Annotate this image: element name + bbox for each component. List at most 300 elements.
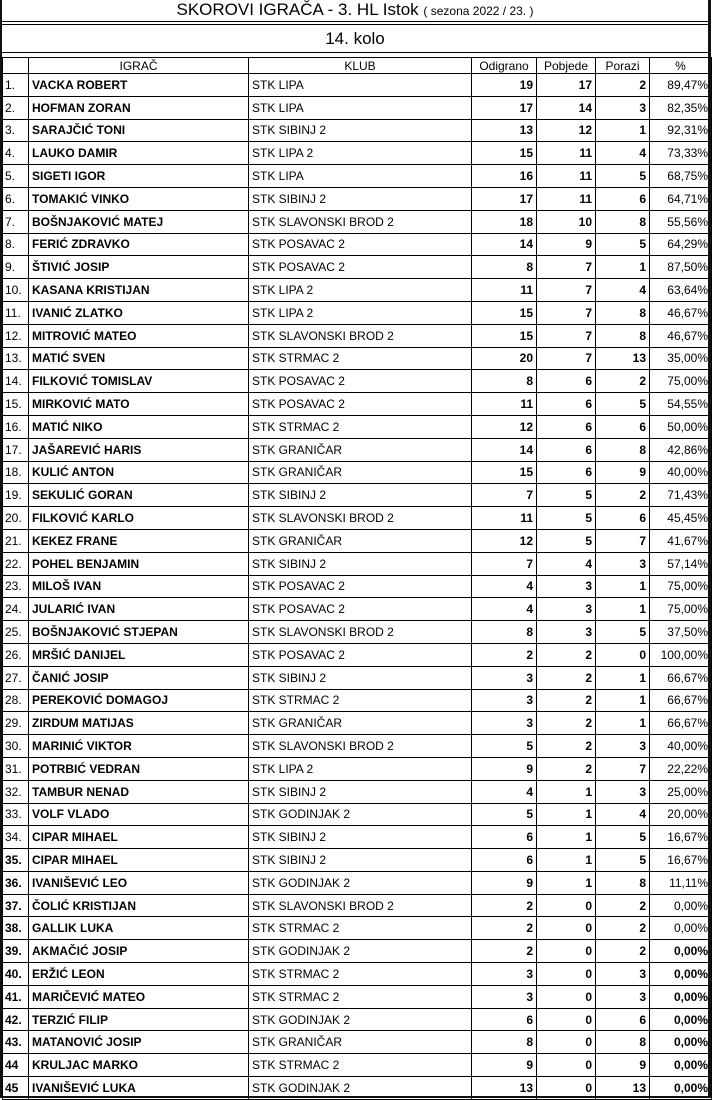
player-name-cell: BOŠNJAKOVIĆ MATEJ (29, 210, 249, 233)
played-cell: 9 (472, 1054, 537, 1077)
played-cell: 15 (472, 324, 537, 347)
pct-cell: 0,00% (650, 1077, 712, 1100)
player-name-cell: ČOLIĆ KRISTIJAN (29, 894, 249, 917)
club-cell: STK STRMAC 2 (249, 689, 472, 712)
losses-cell: 3 (596, 735, 650, 758)
club-cell: STK LIPA (249, 165, 472, 188)
pct-cell: 0,00% (650, 1031, 712, 1054)
player-name-cell: TOMAKIĆ VINKO (29, 187, 249, 210)
losses-cell: 4 (596, 803, 650, 826)
played-cell: 15 (472, 301, 537, 324)
club-cell: STK STRMAC 2 (249, 985, 472, 1008)
club-cell: STK GRANIČAR (249, 1031, 472, 1054)
wins-cell: 9 (537, 233, 596, 256)
played-cell: 6 (472, 1008, 537, 1031)
losses-cell: 8 (596, 301, 650, 324)
table-row (3, 142, 712, 165)
rank-cell: 2. (3, 96, 29, 119)
pct-cell: 11,11% (650, 871, 712, 894)
rank-cell: 8. (3, 233, 29, 256)
losses-cell: 13 (596, 1077, 650, 1100)
pct-cell: 89,47% (650, 74, 712, 97)
player-name-cell: FILKOVIĆ KARLO (29, 507, 249, 530)
losses-cell: 5 (596, 849, 650, 872)
wins-cell: 6 (537, 393, 596, 416)
played-cell: 16 (472, 165, 537, 188)
wins-cell: 5 (537, 507, 596, 530)
player-name-cell: VACKA ROBERT (29, 74, 249, 97)
wins-cell: 0 (537, 894, 596, 917)
losses-cell: 3 (596, 963, 650, 986)
col-header-wins: Pobjede (537, 58, 596, 74)
wins-cell: 1 (537, 803, 596, 826)
losses-cell: 3 (596, 552, 650, 575)
losses-cell: 2 (596, 370, 650, 393)
club-cell: STK STRMAC 2 (249, 415, 472, 438)
club-cell: STK GODINJAK 2 (249, 940, 472, 963)
played-cell: 14 (472, 233, 537, 256)
club-cell: STK SIBINJ 2 (249, 666, 472, 689)
table-row (3, 598, 712, 621)
table-row (3, 849, 712, 872)
pct-cell: 0,00% (650, 1054, 712, 1077)
club-cell: STK STRMAC 2 (249, 917, 472, 940)
wins-cell: 0 (537, 963, 596, 986)
wins-cell: 2 (537, 712, 596, 735)
wins-cell: 2 (537, 689, 596, 712)
pct-cell: 0,00% (650, 917, 712, 940)
table-row (3, 484, 712, 507)
wins-cell: 3 (537, 575, 596, 598)
pct-cell: 45,45% (650, 507, 712, 530)
losses-cell: 8 (596, 324, 650, 347)
wins-cell: 0 (537, 1031, 596, 1054)
player-name-cell: MIRKOVIĆ MATO (29, 393, 249, 416)
played-cell: 7 (472, 484, 537, 507)
wins-cell: 0 (537, 1077, 596, 1100)
losses-cell: 8 (596, 438, 650, 461)
table-row (3, 370, 712, 393)
rank-cell: 28. (3, 689, 29, 712)
club-cell: STK GODINJAK 2 (249, 803, 472, 826)
club-cell: STK POSAVAC 2 (249, 256, 472, 279)
losses-cell: 1 (596, 666, 650, 689)
player-name-cell: FILKOVIĆ TOMISLAV (29, 370, 249, 393)
pct-cell: 0,00% (650, 894, 712, 917)
wins-cell: 7 (537, 347, 596, 370)
played-cell: 13 (472, 1077, 537, 1100)
table-row (3, 621, 712, 644)
table-row (3, 757, 712, 780)
table-row (3, 233, 712, 256)
pct-cell: 100,00% (650, 643, 712, 666)
played-cell: 11 (472, 393, 537, 416)
losses-cell: 4 (596, 279, 650, 302)
wins-cell: 12 (537, 119, 596, 142)
player-name-cell: HOFMAN ZORAN (29, 96, 249, 119)
table-row (3, 210, 712, 233)
pct-cell: 46,67% (650, 301, 712, 324)
rank-cell: 20. (3, 507, 29, 530)
played-cell: 8 (472, 1031, 537, 1054)
pct-cell: 0,00% (650, 940, 712, 963)
rank-cell: 41. (3, 985, 29, 1008)
played-cell: 9 (472, 871, 537, 894)
rank-cell: 23. (3, 575, 29, 598)
club-cell: STK STRMAC 2 (249, 963, 472, 986)
played-cell: 2 (472, 940, 537, 963)
title-text: SKOROVI IGRAČA - 3. HL Istok (176, 0, 419, 19)
rank-cell: 27. (3, 666, 29, 689)
pct-cell: 42,86% (650, 438, 712, 461)
losses-cell: 5 (596, 621, 650, 644)
played-cell: 6 (472, 849, 537, 872)
played-cell: 5 (472, 803, 537, 826)
pct-cell: 40,00% (650, 461, 712, 484)
rank-cell: 12. (3, 324, 29, 347)
club-cell: STK GODINJAK 2 (249, 1008, 472, 1031)
wins-cell: 11 (537, 187, 596, 210)
played-cell: 18 (472, 210, 537, 233)
pct-cell: 75,00% (650, 575, 712, 598)
club-cell: STK GRANIČAR (249, 438, 472, 461)
losses-cell: 6 (596, 507, 650, 530)
player-name-cell: VOLF VLADO (29, 803, 249, 826)
wins-cell: 11 (537, 165, 596, 188)
table-row (3, 507, 712, 530)
losses-cell: 2 (596, 484, 650, 507)
wins-cell: 0 (537, 1008, 596, 1031)
club-cell: STK GRANIČAR (249, 461, 472, 484)
club-cell: STK SLAVONSKI BROD 2 (249, 210, 472, 233)
club-cell: STK POSAVAC 2 (249, 643, 472, 666)
rank-cell: 37. (3, 894, 29, 917)
club-cell: STK POSAVAC 2 (249, 575, 472, 598)
table-row (3, 712, 712, 735)
played-cell: 5 (472, 735, 537, 758)
table-row (3, 735, 712, 758)
club-cell: STK POSAVAC 2 (249, 598, 472, 621)
pct-cell: 66,67% (650, 666, 712, 689)
pct-cell: 73,33% (650, 142, 712, 165)
table-row (3, 643, 712, 666)
player-name-cell: MATIĆ SVEN (29, 347, 249, 370)
losses-cell: 5 (596, 826, 650, 849)
losses-cell: 5 (596, 233, 650, 256)
rank-cell: 43. (3, 1031, 29, 1054)
losses-cell: 7 (596, 529, 650, 552)
player-name-cell: KASANA KRISTIJAN (29, 279, 249, 302)
club-cell: STK POSAVAC 2 (249, 370, 472, 393)
played-cell: 3 (472, 689, 537, 712)
pct-cell: 71,43% (650, 484, 712, 507)
played-cell: 3 (472, 666, 537, 689)
club-cell: STK LIPA 2 (249, 757, 472, 780)
rank-cell: 26. (3, 643, 29, 666)
pct-cell: 55,56% (650, 210, 712, 233)
played-cell: 19 (472, 74, 537, 97)
player-name-cell: KEKEZ FRANE (29, 529, 249, 552)
losses-cell: 4 (596, 142, 650, 165)
club-cell: STK SIBINJ 2 (249, 119, 472, 142)
pct-cell: 20,00% (650, 803, 712, 826)
losses-cell: 6 (596, 1008, 650, 1031)
losses-cell: 2 (596, 940, 650, 963)
table-row (3, 575, 712, 598)
played-cell: 3 (472, 963, 537, 986)
pct-cell: 25,00% (650, 780, 712, 803)
club-cell: STK SIBINJ 2 (249, 826, 472, 849)
season-text: ( sezona 2022 / 23. ) (423, 4, 534, 18)
losses-cell: 3 (596, 96, 650, 119)
pct-cell: 82,35% (650, 96, 712, 119)
rank-cell: 14. (3, 370, 29, 393)
player-name-cell: ŠTIVIĆ JOSIP (29, 256, 249, 279)
table-row (3, 393, 712, 416)
table-row (3, 917, 712, 940)
club-cell: STK SLAVONSKI BROD 2 (249, 894, 472, 917)
wins-cell: 6 (537, 438, 596, 461)
club-cell: STK SLAVONSKI BROD 2 (249, 735, 472, 758)
wins-cell: 4 (537, 552, 596, 575)
club-cell: STK SIBINJ 2 (249, 780, 472, 803)
losses-cell: 3 (596, 985, 650, 1008)
player-name-cell: IVANIŠEVIĆ LUKA (29, 1077, 249, 1100)
table-row (3, 552, 712, 575)
col-header-rank (3, 58, 29, 74)
wins-cell: 2 (537, 643, 596, 666)
club-cell: STK POSAVAC 2 (249, 393, 472, 416)
played-cell: 15 (472, 461, 537, 484)
pct-cell: 46,67% (650, 324, 712, 347)
table-row (3, 689, 712, 712)
club-cell: STK GODINJAK 2 (249, 871, 472, 894)
wins-cell: 2 (537, 757, 596, 780)
club-cell: STK SIBINJ 2 (249, 484, 472, 507)
club-cell: STK STRMAC 2 (249, 347, 472, 370)
rank-cell: 45 (3, 1077, 29, 1100)
player-name-cell: KULIĆ ANTON (29, 461, 249, 484)
played-cell: 4 (472, 575, 537, 598)
table-row (3, 187, 712, 210)
club-cell: STK LIPA 2 (249, 142, 472, 165)
club-cell: STK GRANIČAR (249, 529, 472, 552)
table-row (3, 301, 712, 324)
player-name-cell: CIPAR MIHAEL (29, 826, 249, 849)
player-name-cell: ZIRDUM MATIJAS (29, 712, 249, 735)
player-name-cell: MILOŠ IVAN (29, 575, 249, 598)
player-name-cell: SARAJČIĆ TONI (29, 119, 249, 142)
pct-cell: 0,00% (650, 1008, 712, 1031)
player-name-cell: POHEL BENJAMIN (29, 552, 249, 575)
table-row (3, 871, 712, 894)
rank-cell: 18. (3, 461, 29, 484)
club-cell: STK SLAVONSKI BROD 2 (249, 507, 472, 530)
rank-cell: 31. (3, 757, 29, 780)
col-header-pct: % (650, 58, 712, 74)
losses-cell: 1 (596, 689, 650, 712)
losses-cell: 1 (596, 119, 650, 142)
club-cell: STK SIBINJ 2 (249, 552, 472, 575)
losses-cell: 5 (596, 393, 650, 416)
played-cell: 7 (472, 552, 537, 575)
rank-cell: 22. (3, 552, 29, 575)
played-cell: 8 (472, 256, 537, 279)
played-cell: 14 (472, 438, 537, 461)
table-row (3, 985, 712, 1008)
losses-cell: 0 (596, 643, 650, 666)
losses-cell: 13 (596, 347, 650, 370)
played-cell: 12 (472, 529, 537, 552)
pct-cell: 54,55% (650, 393, 712, 416)
rank-cell: 33. (3, 803, 29, 826)
wins-cell: 0 (537, 917, 596, 940)
table-row (3, 1031, 712, 1054)
table-row (3, 1054, 712, 1077)
rank-cell: 4. (3, 142, 29, 165)
played-cell: 20 (472, 347, 537, 370)
pct-cell: 75,00% (650, 370, 712, 393)
played-cell: 15 (472, 142, 537, 165)
rank-cell: 13. (3, 347, 29, 370)
losses-cell: 6 (596, 187, 650, 210)
played-cell: 4 (472, 780, 537, 803)
played-cell: 11 (472, 279, 537, 302)
rank-cell: 9. (3, 256, 29, 279)
pct-cell: 16,67% (650, 849, 712, 872)
losses-cell: 7 (596, 757, 650, 780)
rank-cell: 11. (3, 301, 29, 324)
player-name-cell: BOŠNJAKOVIĆ STJEPAN (29, 621, 249, 644)
col-header-player: IGRAČ (29, 58, 249, 74)
rank-cell: 38. (3, 917, 29, 940)
table-row (3, 119, 712, 142)
rank-cell: 29. (3, 712, 29, 735)
club-cell: STK POSAVAC 2 (249, 233, 472, 256)
played-cell: 2 (472, 894, 537, 917)
rank-cell: 32. (3, 780, 29, 803)
rank-cell: 16. (3, 415, 29, 438)
table-row (3, 438, 712, 461)
rank-cell: 3. (3, 119, 29, 142)
rank-cell: 17. (3, 438, 29, 461)
wins-cell: 7 (537, 324, 596, 347)
losses-cell: 2 (596, 74, 650, 97)
pct-cell: 75,00% (650, 598, 712, 621)
rank-cell: 7. (3, 210, 29, 233)
col-header-played: Odigrano (472, 58, 537, 74)
table-row (3, 96, 712, 119)
rank-cell: 15. (3, 393, 29, 416)
wins-cell: 1 (537, 849, 596, 872)
wins-cell: 7 (537, 256, 596, 279)
pct-cell: 41,67% (650, 529, 712, 552)
played-cell: 2 (472, 917, 537, 940)
losses-cell: 2 (596, 917, 650, 940)
table-row (3, 461, 712, 484)
wins-cell: 11 (537, 142, 596, 165)
losses-cell: 8 (596, 871, 650, 894)
losses-cell: 2 (596, 894, 650, 917)
table-row (3, 1008, 712, 1031)
player-name-cell: SIGETI IGOR (29, 165, 249, 188)
pct-cell: 68,75% (650, 165, 712, 188)
col-header-club: KLUB (249, 58, 472, 74)
played-cell: 3 (472, 985, 537, 1008)
table-row (3, 415, 712, 438)
player-name-cell: POTRBIĆ VEDRAN (29, 757, 249, 780)
rank-cell: 21. (3, 529, 29, 552)
wins-cell: 6 (537, 461, 596, 484)
table-row (3, 666, 712, 689)
pct-cell: 66,67% (650, 712, 712, 735)
losses-cell: 5 (596, 165, 650, 188)
played-cell: 17 (472, 187, 537, 210)
player-name-cell: MATANOVIĆ JOSIP (29, 1031, 249, 1054)
table-row (3, 256, 712, 279)
rank-cell: 42. (3, 1008, 29, 1031)
table-row (3, 279, 712, 302)
wins-cell: 14 (537, 96, 596, 119)
rank-cell: 35. (3, 849, 29, 872)
player-name-cell: IVANIŠEVIĆ LEO (29, 871, 249, 894)
pct-cell: 16,67% (650, 826, 712, 849)
rank-cell: 34. (3, 826, 29, 849)
wins-cell: 6 (537, 370, 596, 393)
wins-cell: 10 (537, 210, 596, 233)
player-name-cell: GALLIK LUKA (29, 917, 249, 940)
table-row (3, 940, 712, 963)
player-name-cell: TAMBUR NENAD (29, 780, 249, 803)
played-cell: 13 (472, 119, 537, 142)
losses-cell: 1 (596, 712, 650, 735)
wins-cell: 3 (537, 621, 596, 644)
losses-cell: 8 (596, 210, 650, 233)
pct-cell: 92,31% (650, 119, 712, 142)
played-cell: 11 (472, 507, 537, 530)
table-header-row (3, 58, 712, 74)
table-row (3, 529, 712, 552)
player-name-cell: MARINIĆ VIKTOR (29, 735, 249, 758)
wins-cell: 7 (537, 279, 596, 302)
player-name-cell: AKMAČIĆ JOSIP (29, 940, 249, 963)
losses-cell: 8 (596, 1031, 650, 1054)
table-row (3, 780, 712, 803)
played-cell: 8 (472, 370, 537, 393)
played-cell: 12 (472, 415, 537, 438)
club-cell: STK LIPA (249, 74, 472, 97)
club-cell: STK SIBINJ 2 (249, 849, 472, 872)
wins-cell: 1 (537, 871, 596, 894)
pct-cell: 63,64% (650, 279, 712, 302)
pct-cell: 64,29% (650, 233, 712, 256)
table-row (3, 347, 712, 370)
table-row (3, 74, 712, 97)
played-cell: 6 (472, 826, 537, 849)
club-cell: STK LIPA (249, 96, 472, 119)
losses-cell: 9 (596, 1054, 650, 1077)
club-cell: STK GODINJAK 2 (249, 1077, 472, 1100)
player-name-cell: FERIĆ ZDRAVKO (29, 233, 249, 256)
club-cell: STK SLAVONSKI BROD 2 (249, 324, 472, 347)
player-name-cell: MITROVIĆ MATEO (29, 324, 249, 347)
col-header-losses: Porazi (596, 58, 650, 74)
pct-cell: 87,50% (650, 256, 712, 279)
wins-cell: 0 (537, 1054, 596, 1077)
played-cell: 9 (472, 757, 537, 780)
pct-cell: 0,00% (650, 963, 712, 986)
rank-cell: 6. (3, 187, 29, 210)
